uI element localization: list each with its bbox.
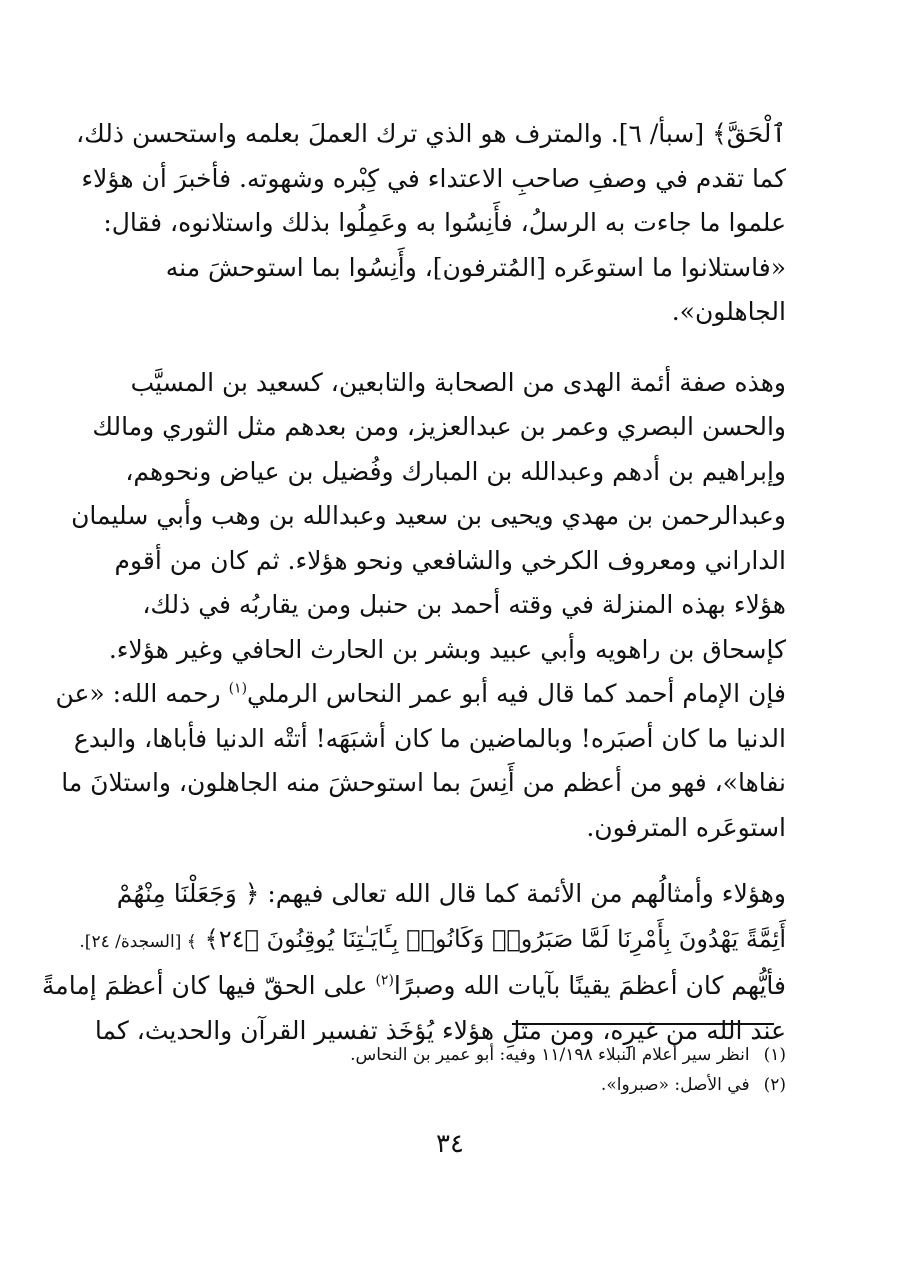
text-line: ٱلْحَقَّ﴾ [سبأ/ ٦]. والمترف هو الذي ترك العملَ بعلمه واستحسن ذلك، — [76, 119, 786, 148]
footnote-divider — [512, 1023, 774, 1025]
paragraph-3 — [41, 872, 786, 1053]
paragraph-1 — [76, 112, 786, 335]
text-line: هؤلاء بهذه المنزلة في وقته أحمد بن حنبل ومن يقاربُه في ذلك، — [142, 590, 786, 619]
text-line: «فاستلانوا ما استوعَره [المُترفون]، وأَنِسُوا بما استوحشَ منه — [165, 252, 786, 282]
page-number: ٣٤ — [436, 1129, 464, 1159]
text-line: وإبراهيم بن أدهم وعبدالله بن المبارك وفُضيل بن عياض ونحوهم، — [125, 456, 786, 486]
footnote-number: (١) — [763, 1045, 786, 1065]
footnote-item — [118, 1070, 786, 1100]
text-line: الجاهلون». — [671, 297, 786, 326]
text-line: عند الله من غيرِه، ومن مثلِ هؤلاء يُؤخَذ تفسير القرآن والحديث، كما — [94, 1015, 786, 1045]
text-line-start: فأيُّهم كان أعظمَ يقينًا بآيات الله وصبرًا — [393, 971, 786, 1000]
text-line: وهذه صفة أئمة الهدى من الصحابة والتابعين، كسعيد بن المسيَّب — [130, 367, 786, 397]
text-line: والحسن البصري وعمر بن عبدالعزيز، ومن بعدهم مثل الثوري ومالك — [92, 412, 786, 441]
text-line: الداراني ومعروف الكرخي والشافعي ونحو هؤلاء. ثم كان من أقوم — [114, 545, 786, 575]
footnote-number: (٢) — [763, 1075, 786, 1095]
text-line: نفاها»، فهو من أعظم من أَنِسَ بما استوحشَ منه الجاهلون، واستلانَ ما — [61, 768, 786, 797]
text-line: وعبدالرحمن بن مهدي ويحيى بن سعيد وعبدالله بن وهب وأبي سليمان — [71, 501, 786, 530]
quran-verse: أَئِمَّةً يَهْدُونَ بِأَمْرِنَا لَمَّا صَبَرُوا۟ وَكَانُوا۟ بِـَٔايَـٰتِنَا يُوقِنُونَ ﴿٢٤﴾ — [204, 924, 786, 953]
text-line: وهؤلاء وأمثالُهم من الأئمة كما قال الله تعالى فيهم: ﴿ وَجَعَلْنَا مِنْهُمْ — [116, 879, 786, 908]
paragraph-2 — [55, 361, 786, 851]
text-line: استوعَره المترفون. — [586, 812, 786, 842]
text-line: علموا ما جاءت به الرسلُ، فأَنِسُوا به وعَمِلُوا بذلك واستلانوه، فقال: — [103, 208, 786, 237]
text-line: كإسحاق بن راهويه وأبي عبيد وبشر بن الحارث الحافي وغير هؤلاء. — [108, 634, 786, 664]
footnote-marker-1[interactable]: (١) — [228, 680, 248, 697]
text-line — [55, 672, 786, 717]
text-line — [41, 964, 786, 1009]
verse-reference: ﴾ [السجدة/ ٢٤]. — [79, 931, 197, 952]
footnote-item — [118, 1040, 786, 1070]
footnote-text: انظر سير أعلام النبلاء ١١/١٩٨ وفيه: أبو عمير بن النحاس. — [350, 1045, 750, 1065]
text-line: الدنيا ما كان أصبَره! وبالماضين ما كان أشبَهَه! أتتْه الدنيا فأباها، والبدع — [73, 723, 786, 753]
text-line-end: رحمه الله: «عن — [55, 679, 229, 708]
footnotes — [118, 1040, 786, 1100]
page-body — [41, 112, 786, 1053]
footnote-text: في الأصل: «صبروا». — [600, 1075, 750, 1095]
text-line: كما تقدم في وصفِ صاحبِ الاعتداء في كِبْره وشهوته. فأخبرَ أن هؤلاء — [81, 163, 786, 193]
quran-verse-line — [79, 917, 786, 965]
text-line-end: على الحقّ فيها كان أعظمَ إمامةً — [41, 971, 376, 1000]
footnote-marker-2[interactable]: (٢) — [375, 972, 394, 989]
text-line-start: فإن الإمام أحمد كما قال فيه أبو عمر النحاس الرملي — [247, 679, 786, 708]
